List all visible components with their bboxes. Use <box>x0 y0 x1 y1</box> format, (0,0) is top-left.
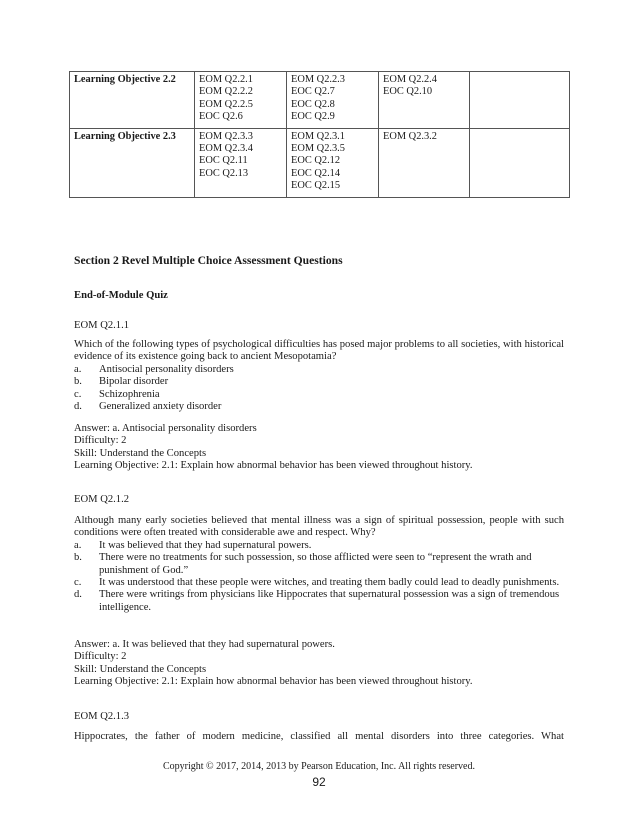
answer-options <box>74 364 564 414</box>
difficulty-text: Difficulty: 2 <box>74 435 127 447</box>
table-row <box>70 128 570 197</box>
question-block <box>74 494 564 506</box>
table-cell <box>379 128 470 197</box>
question-text: Although many early societies believed that mental illness was a sign of spiritual possession, people with such conditions were often treated with considerable awe and respect. Why? <box>74 515 564 539</box>
answer-option <box>74 389 564 401</box>
answer-block <box>74 639 564 689</box>
question-body <box>74 731 564 743</box>
question-body <box>74 339 564 413</box>
answer-option <box>74 401 564 413</box>
question-ref: EOM Q2.2.4 <box>383 74 437 85</box>
quiz-title: End-of-Module Quiz <box>74 290 168 301</box>
section-title: Section 2 Revel Multiple Choice Assessment Questions <box>74 254 343 267</box>
question-block <box>74 320 564 332</box>
option-letter: c. <box>74 388 82 400</box>
table-cell-empty <box>470 128 570 197</box>
question-ref: EOM Q2.3.1 <box>291 130 345 142</box>
question-ref: EOC Q2.13 <box>199 167 249 179</box>
question-body <box>74 515 564 614</box>
learning-objective-text: Learning Objective: 2.1: Explain how abnormal behavior has been viewed throughout history. <box>74 460 473 472</box>
answer-options <box>74 540 564 614</box>
skill-text: Skill: Understand the Concepts <box>74 447 207 459</box>
skill-text: Skill: Understand the Concepts <box>74 663 207 675</box>
learning-objective-table <box>69 71 570 198</box>
question-id: EOM Q2.1.3 <box>74 711 130 722</box>
question-ref: EOM Q2.2.3 <box>291 74 345 85</box>
question-text: Which of the following types of psychological difficulties has posed major problems to all societies, with historical evidence of its existence going back to ancient Mesopotamia? <box>74 339 564 363</box>
answer-block <box>74 423 564 473</box>
option-text: Generalized anxiety disorder <box>99 401 222 413</box>
option-text: Antisocial personality disorders <box>99 363 234 375</box>
question-ref: EOM Q2.2.2 <box>199 86 253 98</box>
question-ref: EOC Q2.15 <box>291 180 341 192</box>
table-cell <box>195 128 287 197</box>
question-id: EOM Q2.1.2 <box>74 494 130 505</box>
answer-option <box>74 552 564 577</box>
question-ref: EOM Q2.3.3 <box>199 130 253 142</box>
question-ref: EOC Q2.12 <box>291 155 341 167</box>
option-letter: a. <box>74 363 82 375</box>
option-text: There were no treatments for such possession, so those afflicted were seen to “represent the wrath and punishment of God.” <box>99 552 532 576</box>
question-ref: EOC Q2.11 <box>199 155 248 167</box>
table-cell <box>379 72 470 129</box>
answer-text: Answer: a. It was believed that they had supernatural powers. <box>74 639 335 650</box>
option-text: Schizophrenia <box>99 388 160 400</box>
option-text: Bipolar disorder <box>99 376 169 388</box>
table-cell <box>287 128 379 197</box>
option-text: It was understood that these people were witches, and treating them badly could lead to deadly punishments. <box>99 577 560 589</box>
answer-option <box>74 364 564 376</box>
answer-option <box>74 540 564 552</box>
question-block <box>74 711 564 723</box>
question-ref: EOC Q2.8 <box>291 98 335 110</box>
table-row-header: Learning Objective 2.3 <box>70 128 195 197</box>
question-ref: EOC Q2.14 <box>291 167 341 179</box>
answer-option <box>74 376 564 388</box>
question-ref: EOM Q2.2.5 <box>199 98 253 110</box>
answer-text: Answer: a. Antisocial personality disorders <box>74 423 257 434</box>
question-id: EOM Q2.1.1 <box>74 320 130 331</box>
table-cell-empty <box>470 72 570 129</box>
option-letter: b. <box>74 376 82 388</box>
copyright-footer: Copyright © 2017, 2014, 2013 by Pearson Education, Inc. All rights reserved. <box>163 761 475 772</box>
option-text: There were writings from physicians like Hippocrates that supernatural possession was a sign of tremendous intelligence. <box>99 589 560 613</box>
option-text: It was believed that they had supernatural powers. <box>99 539 312 551</box>
option-letter: a. <box>74 539 82 551</box>
question-ref: EOC Q2.10 <box>383 86 433 98</box>
question-ref: EOM Q2.3.5 <box>291 143 345 155</box>
page-number: 92 <box>312 775 326 789</box>
question-ref: EOM Q2.3.4 <box>199 143 253 155</box>
question-ref: EOC Q2.6 <box>199 111 243 123</box>
question-ref: EOM Q2.3.2 <box>383 130 437 142</box>
learning-objective-text: Learning Objective: 2.1: Explain how abnormal behavior has been viewed throughout history. <box>74 676 473 688</box>
table-row-header: Learning Objective 2.2 <box>70 72 195 129</box>
table-cell <box>287 72 379 129</box>
difficulty-text: Difficulty: 2 <box>74 651 127 663</box>
option-letter: d. <box>74 589 82 601</box>
table-cell <box>195 72 287 129</box>
question-text: Hippocrates, the father of modern medicine, classified all mental disorders into three categories. What <box>74 731 564 742</box>
table-row <box>70 72 570 129</box>
answer-option <box>74 577 564 589</box>
option-letter: b. <box>74 552 82 564</box>
option-letter: c. <box>74 577 82 589</box>
question-ref: EOM Q2.2.1 <box>199 74 253 85</box>
option-letter: d. <box>74 401 82 413</box>
question-ref: EOC Q2.7 <box>291 86 335 98</box>
question-ref: EOC Q2.9 <box>291 111 335 123</box>
answer-option <box>74 589 564 614</box>
